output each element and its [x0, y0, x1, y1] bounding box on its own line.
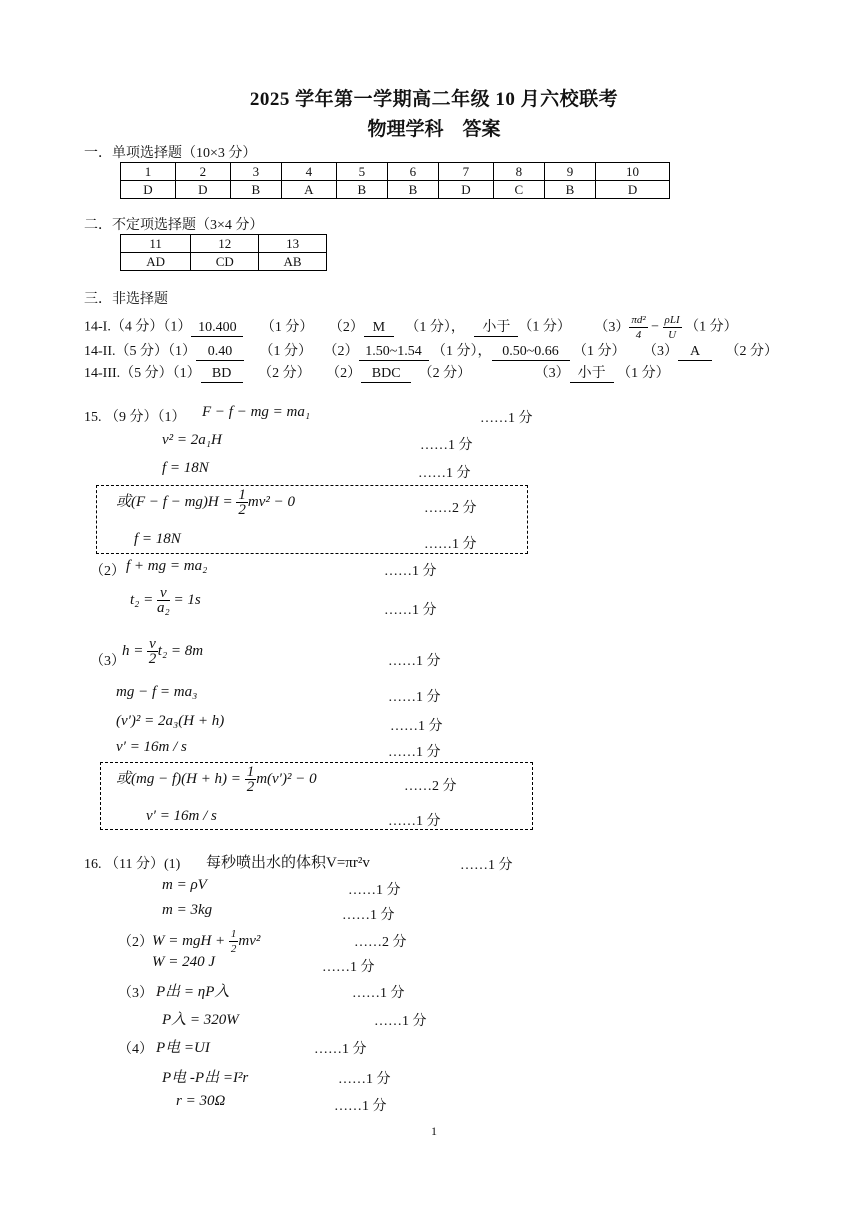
answer-cell: B — [544, 181, 595, 199]
fraction — [157, 586, 170, 615]
q14-3-answer1: BD — [201, 366, 243, 383]
q15-alt1-eq2: f = 18N — [134, 531, 181, 547]
q16-part4: （4） — [118, 1042, 153, 1057]
fraction-denominator: U — [668, 329, 677, 341]
q14-2-part2: （2） — [323, 344, 359, 359]
q16-part3: （3） — [118, 986, 153, 1001]
q14-2-head: 14-II.（5 分）（1） — [84, 344, 196, 359]
answer-cell: D — [121, 181, 176, 199]
q15-eq6 — [122, 637, 203, 666]
question-number-cell: 7 — [438, 163, 493, 181]
fraction-denominator: 2 — [230, 943, 237, 955]
q16-eq2: m = ρV — [162, 877, 207, 893]
q16-eq10: r = 30Ω — [176, 1093, 226, 1109]
q15-alt1-eq — [116, 488, 295, 517]
q16-score10: ……1 分 — [334, 1099, 387, 1114]
q14-3-answer2: BDC — [361, 366, 411, 383]
question-number-cell: 2 — [175, 163, 230, 181]
question-number-cell: 4 — [281, 163, 336, 181]
answer-cell: A — [281, 181, 336, 199]
q16-score2: ……1 分 — [348, 883, 401, 898]
q14-2-answer2: 1.50~1.54 — [359, 344, 429, 361]
q16-score3: ……1 分 — [342, 908, 395, 923]
q15-alt2-eq2: v′ = 16m / s — [146, 808, 217, 824]
q14-1-part3: （3） — [594, 319, 630, 335]
q14-2-score4: （2 分） — [725, 344, 778, 359]
q15-eq7: mg − f = ma₃ — [116, 684, 198, 700]
fraction-denominator: 4 — [635, 329, 642, 341]
answer-cell: CD — [191, 253, 259, 271]
section2-answer-table — [120, 234, 327, 271]
q15-alt2-score2: ……1 分 — [388, 814, 441, 829]
q14-2-score2: （1 分）， — [432, 344, 492, 359]
q16-eq5: W = 240 J — [152, 954, 216, 970]
fraction-denominator: 2 — [246, 779, 255, 795]
alt-eq-right: m(v′)² − 0 — [256, 770, 317, 787]
q16-score1: ……1 分 — [460, 858, 513, 873]
alt-eq-right: mv² − 0 — [247, 493, 295, 510]
q14-1-answer1: 10.400 — [191, 320, 243, 337]
q14-3-score3: （1 分） — [617, 366, 670, 381]
page-number: 1 — [431, 1124, 437, 1138]
alt-eq-left: 或(mg − f)(H + h) = — [116, 770, 241, 787]
question-number-cell: 1 — [121, 163, 176, 181]
number-row — [121, 163, 670, 181]
q15-alt1-score: ……2 分 — [424, 501, 477, 516]
q14-3-answer3: 小于 — [570, 362, 614, 383]
q16-eq3: m = 3kg — [162, 902, 213, 918]
q14-2-answer4: A — [678, 344, 712, 361]
formula-fraction1 — [629, 313, 647, 342]
q15-score7: ……1 分 — [388, 690, 441, 705]
q15-score4: ……1 分 — [384, 564, 437, 579]
q16-eq7: P入 = 320W — [162, 1012, 239, 1028]
q16-head: 16. （11 分）(1) — [84, 857, 181, 872]
q16-score9: ……1 分 — [338, 1072, 391, 1087]
answer-row — [121, 181, 670, 199]
q15-score1: ……1 分 — [480, 411, 533, 426]
q14-2-line — [84, 340, 778, 361]
q14-3-part2: （2） — [326, 366, 362, 381]
question-number-cell: 11 — [121, 235, 191, 253]
q15-score8: ……1 分 — [390, 719, 443, 734]
alt-eq-left: 或(F − f − mg)H = — [116, 493, 233, 510]
q14-1-answer2: M — [364, 320, 394, 337]
q16-eq1: 每秒喷出水的体积V=πr²v — [206, 855, 370, 871]
fraction-numerator: v — [149, 636, 156, 652]
section2-label: 二．不定项选择题（3×4 分） — [84, 218, 264, 233]
q16-score4: ……2 分 — [354, 935, 407, 950]
q15-alt1-score2: ……1 分 — [424, 537, 477, 552]
q14-2-score3: （1 分） — [573, 344, 626, 359]
section1-answer-table — [120, 162, 670, 199]
q15-eq5 — [130, 586, 201, 615]
formula-fraction2 — [663, 313, 682, 342]
fraction-numerator: 1 — [238, 487, 246, 503]
q14-1-score1: （1 分） — [260, 319, 314, 335]
q14-2-part3: （3） — [643, 344, 678, 359]
q14-2-answer1: 0.40 — [196, 344, 244, 361]
q15-score5: ……1 分 — [384, 603, 437, 618]
q15-eq3: f = 18N — [162, 460, 209, 476]
q15-score3: ……1 分 — [418, 466, 471, 481]
q14-3-line — [84, 362, 670, 383]
section3-label: 三．非选择题 — [84, 292, 168, 307]
q14-1-head: 14-I.（4 分）（1） — [84, 319, 192, 335]
q15-eq9: v′ = 16m / s — [116, 739, 187, 755]
eq-right: mv² — [238, 932, 261, 949]
q15-eq2: v² = 2a₁H — [162, 432, 222, 448]
q14-2-score1: （1 分） — [259, 344, 312, 359]
number-row — [121, 235, 327, 253]
q14-1-line — [84, 313, 738, 342]
answer-cell: D — [175, 181, 230, 199]
q14-1-part2: （2） — [328, 319, 364, 335]
q14-1-answer3: 小于 — [474, 316, 518, 337]
answer-cell: B — [230, 181, 281, 199]
q15-eq4: f + mg = ma₂ — [126, 558, 208, 574]
fraction-denominator: 2 — [238, 502, 246, 518]
answer-row — [121, 253, 327, 271]
q16-score6: ……1 分 — [352, 986, 405, 1001]
q15-alt2-eq — [116, 765, 317, 794]
answer-cell: D — [596, 181, 670, 199]
q14-1-score2: （1 分）， — [405, 319, 465, 335]
answer-cell: D — [438, 181, 493, 199]
fraction-numerator: 1 — [230, 928, 237, 940]
q16-score7: ……1 分 — [374, 1014, 427, 1029]
answer-cell: C — [493, 181, 544, 199]
eq-left: t₂ = — [130, 591, 154, 608]
q14-3-part3: （3） — [534, 366, 570, 381]
fraction-numerator: ρLI — [664, 314, 680, 326]
question-number-cell: 6 — [387, 163, 438, 181]
q14-3-score1: （2 分） — [258, 366, 311, 381]
q15-score6: ……1 分 — [388, 654, 441, 669]
question-number-cell: 10 — [596, 163, 670, 181]
exam-subtitle: 物理学科 答案 — [367, 119, 501, 140]
question-number-cell: 13 — [259, 235, 327, 253]
answer-cell: AD — [121, 253, 191, 271]
question-number-cell: 5 — [336, 163, 387, 181]
minus-sign: − — [651, 319, 660, 335]
eq-left: W = mgH + — [152, 932, 226, 949]
q16-score8: ……1 分 — [314, 1042, 367, 1057]
answer-cell: B — [387, 181, 438, 199]
q15-score2: ……1 分 — [420, 438, 473, 453]
answer-cell: AB — [259, 253, 327, 271]
eq-left: h = — [122, 642, 144, 659]
q16-eq9: P电 -P出 =I²r — [162, 1070, 249, 1086]
question-number-cell: 12 — [191, 235, 259, 253]
q15-head: 15. （9 分）（1） — [84, 410, 186, 425]
fraction-denominator: 2 — [148, 651, 157, 667]
q15-eq1: F − f − mg = ma₁ — [202, 404, 311, 420]
q14-2-answer3: 0.50~0.66 — [492, 344, 570, 361]
fraction — [147, 637, 158, 666]
q16-eq8: P电 =UI — [156, 1040, 210, 1056]
q16-eq6: P出 = ηP入 — [156, 984, 230, 1000]
section1-label: 一．单项选择题（10×3 分） — [84, 146, 257, 161]
q15-part3: （3） — [90, 654, 125, 669]
fraction-numerator: πd² — [631, 314, 646, 326]
q15-part2: （2） — [90, 564, 125, 579]
q14-1-score4: （1 分） — [685, 319, 738, 335]
q16-part2: （2） — [118, 935, 153, 950]
fraction-numerator: v — [157, 586, 170, 601]
answer-cell: B — [336, 181, 387, 199]
exam-title: 2025 学年第一学期高二年级 10 月六校联考 — [249, 89, 619, 110]
q15-score9: ……1 分 — [388, 745, 441, 760]
q15-alt2-score: ……2 分 — [404, 779, 457, 794]
fraction-half — [236, 488, 248, 517]
q14-3-head: 14-III.（5 分）（1） — [84, 366, 201, 381]
fraction-numerator: 1 — [246, 764, 255, 780]
q16-score5: ……1 分 — [322, 960, 375, 975]
fraction-denominator: a₂ — [157, 600, 170, 616]
question-number-cell: 8 — [493, 163, 544, 181]
q16-eq4 — [152, 927, 260, 956]
q15-eq8: (v′)² = 2a₃(H + h) — [116, 713, 225, 729]
fraction-half — [229, 927, 239, 956]
fraction-half — [245, 765, 257, 794]
q14-3-score2: （2 分） — [418, 366, 472, 381]
question-number-cell: 9 — [544, 163, 595, 181]
q14-1-score3: （1 分） — [518, 319, 571, 335]
eq-right: t₂ = 8m — [157, 642, 204, 659]
eq-right: = 1s — [173, 591, 201, 608]
question-number-cell: 3 — [230, 163, 281, 181]
